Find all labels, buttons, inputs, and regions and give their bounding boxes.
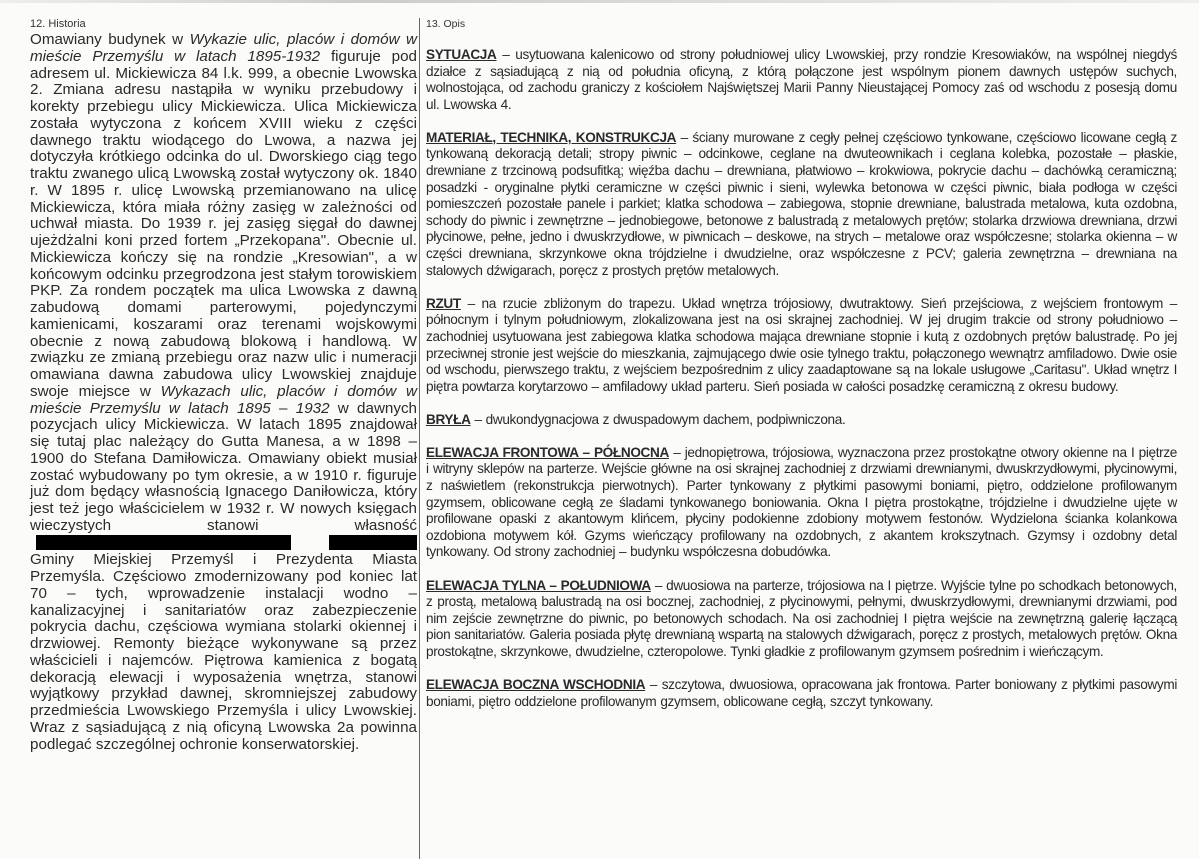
section-heading: ELEWACJA FRONTOWA – PÓŁNOCNA (426, 444, 669, 460)
section-body: – szczytowa, dwuosiowa, opracowana jak frontowa. Parter boniowany z płytkimi pasowymi boniami, piętro oddzielone profilowanym gzymsem, oblicowane cegłą, szczyt tynkowany. (426, 677, 1177, 709)
redaction-block (36, 535, 291, 550)
section-body: – dwukondygnacjowa z dwuspadowym dachem, podpiwniczona. (470, 411, 846, 427)
section-heading: RZUT (426, 295, 461, 311)
scan-edge (0, 0, 1199, 3)
section-body: – dwuosiowa na parterze, trójosiowa na I piętrze. Wyjście tylne po schodkach betonowych, z prostą, metalową balustradą na osi bocznej, zachodniej, z płycinowymi, pełnymi, dwuskrzydłowymi, drewnianymi drzwiami, pod nim zejście zewnętrzne do piwnic, po betonowych schodach. Na osi zachodniej I piętra wejście na zewnętrzną galerię łączącą pion sanitariatów. Galeria posiada płytę drewnianą wspartą na stalowych dźwigarach, poręcz z prostych, metalowych prętów. Okna prostokątne, skrzynkowe, dwudzielne, czteropolowe. Tynki gładkie z profilowanym gzymsem pośrednim i wieńczącym. (426, 577, 1177, 659)
history-text: figuruje pod adresem ul. Mickiewicza 84 l.k. 999, a obecnie Lwowska 2. Zmiana adresu nastąpiła w wyniku przebudowy i korekty przebiegu ulicy Mickiewicza. Ulica Mickiewicza została wytyczona z końcem XVIII wieku z części dawnego traktu wiodącego do Lwowa, a nazwa jej dotyczyła krótkiego odcinka do ul. Dworskiego ciąg tego traktu zwanego ulicą Lwowską został wytyczony ok. 1840 r. W 1895 r. ulicę Lwowską przemianowano na ulicę Mickiewicza, która miała różny zasięg w zależności od uchwał miasta. Do 1939 r. jej zasięg sięgał do dawnej ujeżdżalni koni przed fortem „Przekopana". Obecnie ul. Mickiewicza kończy się na rondzie „Kresowian", a w końcowym odcinku przegrodzona jest stałym torowiskiem PKP. Za rondem początek ma ulica Lwowska z dawną zabudową domami parterowymi, pojedynczymi kamienicami, koszarami oraz terenami wojskowymi obecnie z nową zabudową blokową i handlową. W związku ze zmianą przebiegu oraz nazw ulic i numeracji omawiana dawna zabudowa ulicy Lwowskiej znajduje swoje miejsce w (30, 47, 417, 400)
section-body: – ściany murowane z cegły pełnej częściowo tynkowane, częściowo licowane cegłą z tynkowaną dekoracją detali; stropy piwnic – odcinkowe, ceglane na dwuteownikach i ceglana kolebka, pozostałe – płaskie, drewniane z trzcinową podsufitką; więźba dachu – drewniana, płatwiowo – krokwiowa, pokrycie dachu – dachówką ceramiczną; posadzki - oryginalne płytki ceramiczne w części piwnic i sieni, wylewka betonowa w części piwnic, biała podłoga w części pomieszczeń pozostałe panele i parkiet; klatka schodowa – zabiegowa, stopnie drewniane, balustrada metalowa, kuta ozdobna, schody do piwnic i zewnętrzne – jednobiegowe, betonowe z balustradą z metalowych prętów; stolarka drzwiowa drewniana, drzwi płycinowe, pełne, jedno i dwuskrzydłowe, w piwnicach – deskowe, na strych – metalowe oraz współczesne; stolarka okienna – w części drewniana, skrzynkowe okna trójdzielne i dwudzielne, oraz współczesne z PCV; galeria zewnętrzna – drewniana na stalowych dźwigarach, poręcz z prostych prętów metalowych. (426, 129, 1177, 278)
description-label: 13. Opis (426, 18, 466, 30)
section-heading: ELEWACJA TYLNA – POŁUDNIOWA (426, 577, 651, 593)
history-text: w dawnych pozycjach ulicy Mickiewicza. W latach 1895 znajdował się tutaj plac należący do Gutta Manesa, a w 1898 – 1900 do Stefana Damiłowicza. Omawiany obiekt musiał zostać wybudowany po tym okresie, a w 1910 r. figuruje już dom będący własnością Ignacego Daniłowicza, który jest też jego właścicielem w 1932 r. W nowych księgach wieczystych stanowi własność (30, 399, 417, 534)
description-column (426, 18, 1177, 727)
section-situation (426, 47, 1177, 113)
section-east-elevation (426, 677, 1177, 710)
section-front-elevation (426, 445, 1177, 561)
section-heading: BRYŁA (426, 411, 471, 427)
history-text: Gminy Miejskiej Przemyśl i Prezydenta Miasta Przemyśla. Częściowo zmodernizowany pod koniec lat 70 – tych, wprowadzenie instalacji wodno – kanalizacyjnej i sanitariatów oraz zabezpieczenie pokrycia dachu, częściowa wymiana stolarki okiennej i drzwiowej. Remonty bieżące wykonywane są przez właścicieli i najemców. Piętrowa kamienica z bogatą dekoracją elewacji i wyposażenia wnętrza, stanowi wyjątkowy przykład dawnej, skromniejszej zabudowy przedmieścia Lwowskiego Przemyśla i ulicy Lwowskiej. Wraz z sąsiadującą z nią oficyną Lwowska 2a powinna podlegać szczególnej ochronie konserwatorskiej. (30, 551, 417, 753)
section-heading: ELEWACJA BOCZNA WSCHODNIA (426, 677, 646, 692)
section-rear-elevation (426, 578, 1177, 661)
column-divider (419, 18, 420, 859)
history-citation: Wykazach ulic, placów i domów w mieście Przemyślu w latach 1895 – 1932 (30, 382, 417, 417)
section-body: – usytuowana kalenicowo od strony południowej ulicy Lwowskiej, przy rondzie Kresowiaków, na wspólnej niegdyś działce z sąsiadującą z nią od południa oficyną, z którą połączone jest wspólnym pionem dawnych ustępów suchych, wolnostojąca, od zachodu graniczy z kościołem Najświętszej Marii Panny Nieustającej Pomocy zaś od wschodu z posesją domu ul. Lwowska 4. (426, 47, 1177, 112)
section-mass (426, 412, 1177, 429)
section-body: – jednopiętrowa, trójosiowa, wyznaczona przez prostokątne otwory okienne na I piętrze i witryny sklepów na parterze. Wejście główne na osi skrajnej zachodniej z drzwiami drewnianymi, dwuskrzydłowymi, płycinowymi, z naświetlem (rekonstrukcja pierwotnych). Parter tynkowany z płytkimi pasowymi boniami, piętro, oddzielone profilowanym gzymsem, oblicowane cegłą ze śladami tynkowanego boniowania. Okna I piętra prostokątne, trójdzielne i dwudzielne ujęte w profilowane opaski z akantowym klińcem, płyciny podokienne zdobiony motywem festonów. Wydzielona ścianka kolankowa ozdobiona motywem kół. Gzyms wieńczący profilowany na ozdobnych, z akantem krokszytnach. Gzymsy i ozdobny detal tynkowany. Od strony zachodniej – budynku współczesna dobudówka. (426, 444, 1177, 560)
history-citation: Wykazie ulic, placów i domów w mieście Przemyślu w latach 1895-1932 (30, 31, 417, 65)
history-text: Omawiany budynek w (30, 31, 190, 48)
section-material (426, 130, 1177, 279)
redaction-block (329, 535, 417, 550)
history-paragraph (30, 32, 417, 753)
history-label: 12. Historia (30, 18, 86, 30)
section-heading: MATERIAŁ, TECHNIKA, KONSTRUKCJA (426, 129, 677, 145)
section-heading: SYTUACJA (426, 47, 497, 62)
section-plan (426, 296, 1177, 396)
section-body: – na rzucie zbliżonym do trapezu. Układ wnętrza trójosiowy, dwutraktowy. Sień przejściowa, z wejściem frontowym – północnym i tylnym południowym, zlokalizowana jest na osi skrajnej zachodniej. W jej drugim trakcie od strony południowo – zachodniej usytuowana jest zabiegowa klatka schodowa mająca drewniane stopnie i kutą z ozdobnych prętów balustradę. Po jej przeciwnej stronie jest wejście do mieszkania, zajmującego dwie osie tylnego traktu, połączonego wewnątrz amfiladowo. Dwie osie od wschodu, pierwszego traktu, z wejściem bezpośrednim z ulicy zaadaptowane są na lokale usługowe „Caritasu". Układ wnętrz I piętra powtarza korytarzowo – amfiladowy układ parteru. Sień posiada w całości posadzkę ceramiczną z okresu budowy. (426, 295, 1177, 394)
history-column (30, 18, 417, 753)
